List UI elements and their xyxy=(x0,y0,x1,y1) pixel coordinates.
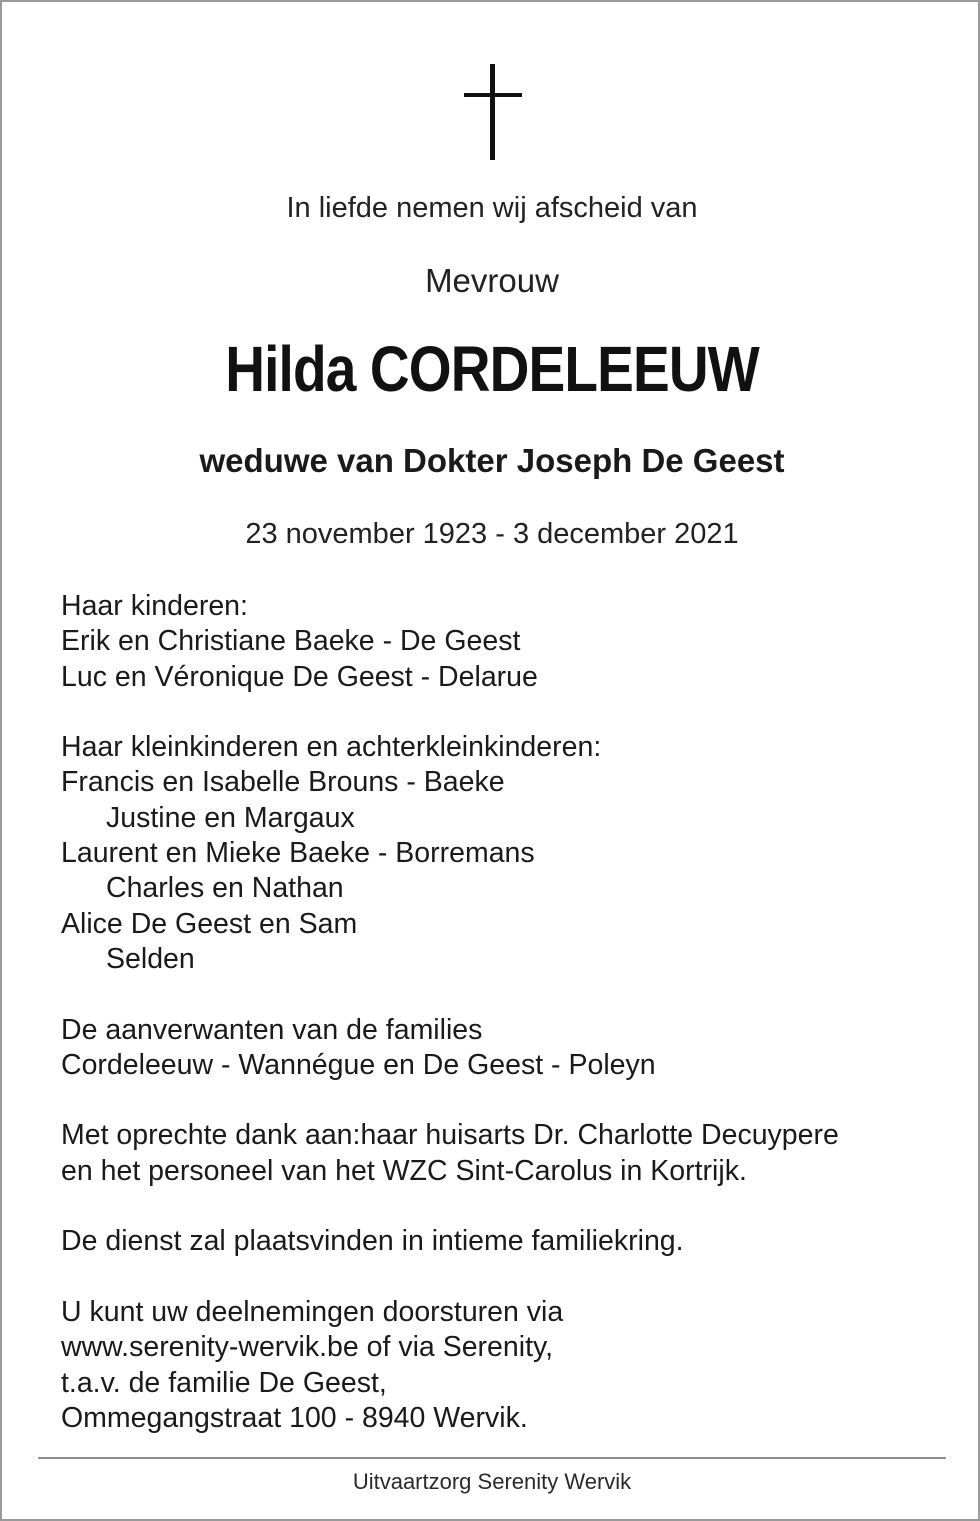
thanks-line: Met oprechte dank aan:haar huisarts Dr. Charlotte Decuypere xyxy=(61,1119,839,1152)
honorific: Mevrouw xyxy=(425,262,559,299)
contact-line: t.a.v. de familie De Geest, xyxy=(61,1366,387,1399)
great-grandchild-line: Charles en Nathan xyxy=(106,872,344,905)
relatives-line: Cordeleeuw - Wannégue en De Geest - Poleyn xyxy=(61,1048,656,1081)
contact-website: www.serenity-wervik.be of via Serenity, xyxy=(61,1331,554,1364)
spouse-line: weduwe van Dokter Joseph De Geest xyxy=(199,442,785,479)
grandchildren-heading: Haar kleinkinderen en achterkleinkinderen: xyxy=(61,731,602,764)
children-heading: Haar kinderen: xyxy=(61,590,248,622)
deceased-name: Hilda CORDELEEUW xyxy=(225,333,759,405)
notice-body xyxy=(61,589,941,1436)
grandchild-line-continued: Selden xyxy=(106,942,195,975)
child-line: Erik en Christiane Baeke - De Geest xyxy=(61,625,521,658)
grandchild-line: Laurent en Mieke Baeke - Borremans xyxy=(61,837,535,870)
footer-divider xyxy=(38,1457,946,1459)
life-dates: 23 november 1923 - 3 december 2021 xyxy=(245,518,739,550)
grandchild-line: Francis en Isabelle Brouns - Baeke xyxy=(61,766,505,799)
child-line: Luc en Véronique De Geest - Delarue xyxy=(61,660,538,693)
intro-text: In liefde nemen wij afscheid van xyxy=(286,192,698,224)
relatives-line: De aanverwanten van de families xyxy=(61,1013,483,1046)
grandchild-line: Alice De Geest en Sam xyxy=(61,907,358,940)
funeral-home-name: Uitvaartzorg Serenity Wervik xyxy=(352,1469,632,1494)
contact-line: U kunt uw deelnemingen doorsturen via xyxy=(61,1295,564,1328)
service-line: De dienst zal plaatsvinden in intieme familiekring. xyxy=(61,1225,684,1258)
latin-cross-icon xyxy=(464,64,522,160)
thanks-line: en het personeel van het WZC Sint-Carolus in Kortrijk. xyxy=(61,1154,747,1187)
great-grandchild-line: Justine en Margaux xyxy=(106,801,355,834)
contact-address: Ommegangstraat 100 - 8940 Wervik. xyxy=(61,1401,528,1434)
